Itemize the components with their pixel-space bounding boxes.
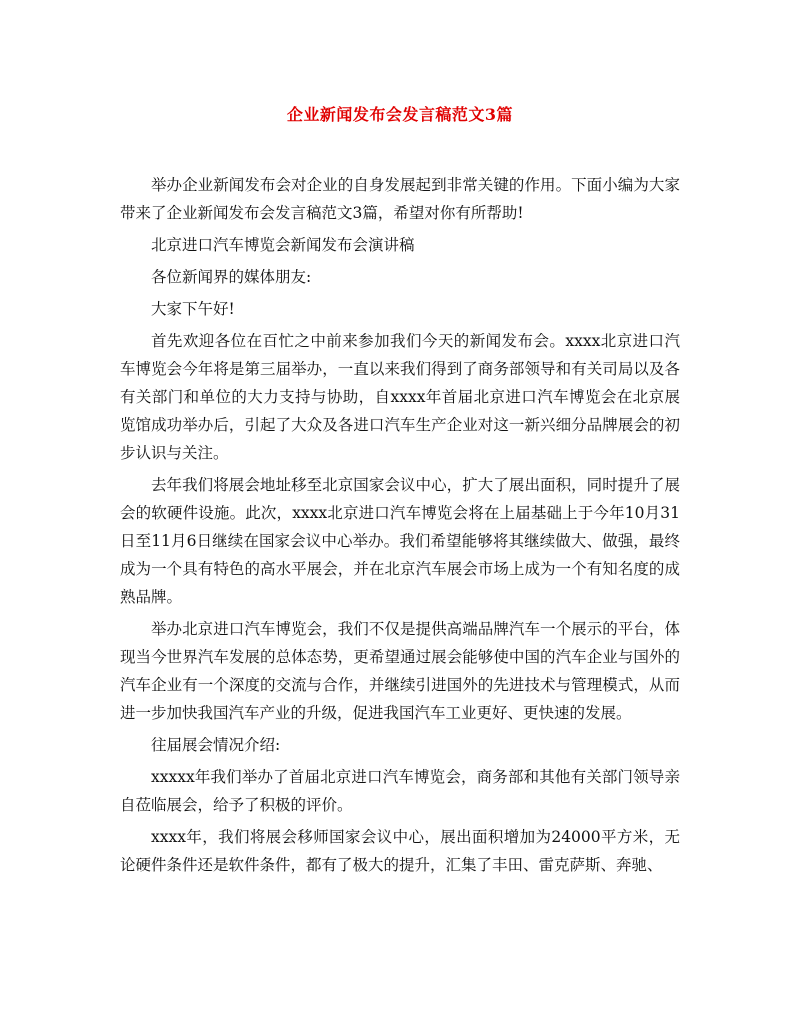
speech-heading: 北京进口汽车博览会新闻发布会演讲稿	[151, 236, 415, 254]
body-paragraph: 举办北京进口汽车博览会，我们不仅是提供高端品牌汽车一个展示的平台，体现当今世界汽车发展的总体态势，更希望通过展会能够使中国的汽车企业与国外的汽车企业有一个深度的交流与合作，并继续引进国外的先进技术与管理模式，从而进一步加快我国汽车产业的升级，促进我国汽车工业更好、更快速的发展。	[120, 620, 680, 722]
intro-paragraph: 举办企业新闻发布会对企业的自身发展起到非常关键的作用。下面小编为大家带来了企业新闻发布会发言稿范文3篇，希望对你有所帮助!	[120, 176, 680, 222]
section-heading: 往届展会情况介绍:	[151, 736, 281, 754]
document-title: 企业新闻发布会发言稿范文3篇	[286, 105, 514, 124]
body-paragraph: 首先欢迎各位在百忙之中前来参加我们今天的新闻发布会。xxxx北京进口汽车博览会今年将是第三届举办，一直以来我们得到了商务部领导和有关司局以及各有关部门和单位的大力支持与协助，自xxxx年首届北京进口汽车博览会在北京展览馆成功举办后，引起了大众及各进口汽车生产企业对这一新兴细分品牌展会的初步认识与关注。	[120, 332, 680, 462]
salutation: 各位新闻界的媒体朋友:	[151, 268, 312, 286]
body-paragraph: 去年我们将展会地址移至北京国家会议中心，扩大了展出面积，同时提升了展会的软硬件设施。此次，xxxx北京进口汽车博览会将在上届基础上于今年10月31日至11月6日继续在国家会议中心举办。我们希望能够将其继续做大、做强，最终成为一个具有特色的高水平展会，并在北京汽车展会市场上成为一个有知名度的成熟品牌。	[120, 476, 680, 606]
greeting: 大家下午好!	[151, 300, 235, 318]
body-paragraph: xxxxx年我们举办了首届北京进口汽车博览会，商务部和其他有关部门领导亲自莅临展会，给予了积极的评价。	[120, 768, 680, 814]
document-body	[120, 167, 680, 879]
body-paragraph: xxxx年，我们将展会移师国家会议中心，展出面积增加为24000平方米，无论硬件条件还是软件条件，都有了极大的提升，汇集了丰田、雷克萨斯、奔驰、	[120, 828, 680, 874]
